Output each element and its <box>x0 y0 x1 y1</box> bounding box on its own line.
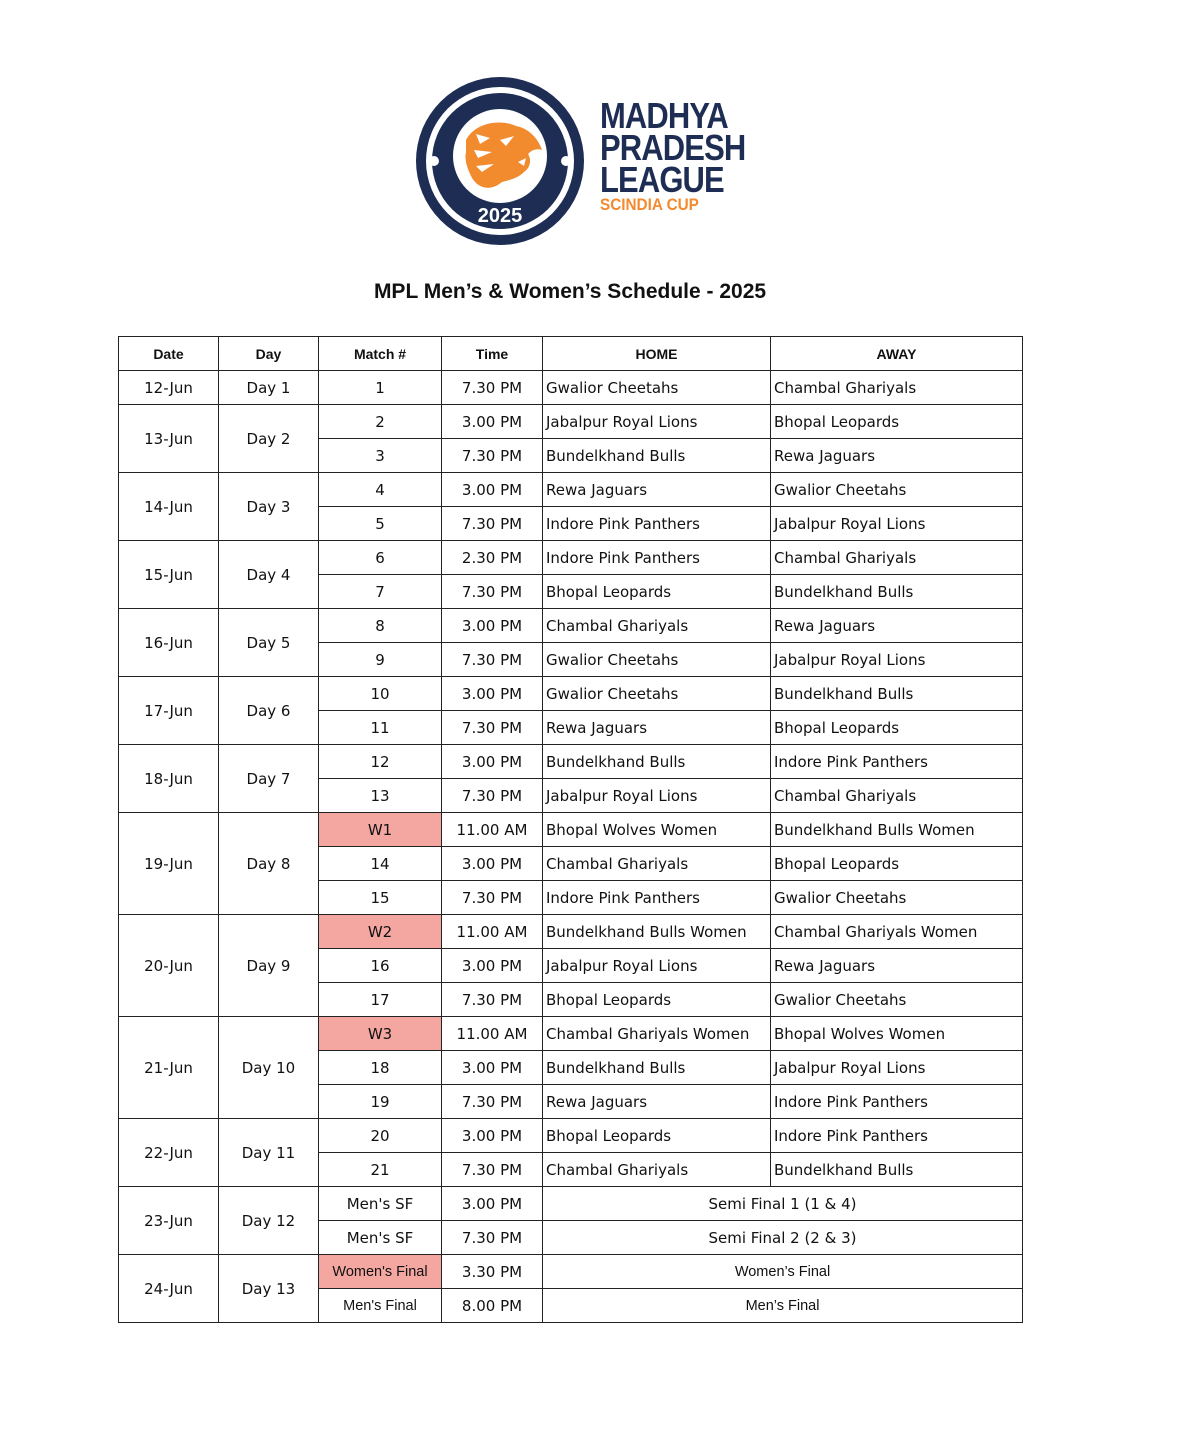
match-number-cell: 15 <box>319 881 442 915</box>
date-cell: 16-Jun <box>119 609 219 677</box>
time-cell: 11.00 AM <box>442 813 543 847</box>
match-number-cell: 21 <box>319 1153 442 1187</box>
fixture-cell: Men’s Final <box>543 1289 1023 1323</box>
page-title: MPL Men’s & Women’s Schedule - 2025 <box>373 280 767 303</box>
home-team-cell: Chambal Ghariyals <box>543 609 771 643</box>
day-cell: Day 10 <box>219 1017 319 1119</box>
away-team-cell: Bhopal Leopards <box>771 847 1023 881</box>
away-team-cell: Gwalior Cheetahs <box>771 983 1023 1017</box>
match-number-cell: 3 <box>319 439 442 473</box>
home-team-cell: Indore Pink Panthers <box>543 507 771 541</box>
table-row <box>119 813 1023 847</box>
time-cell: 7.30 PM <box>442 1221 543 1255</box>
day-cell: Day 6 <box>219 677 319 745</box>
time-cell: 7.30 PM <box>442 507 543 541</box>
header-away: AWAY <box>771 337 1023 371</box>
header-date: Date <box>119 337 219 371</box>
away-team-cell: Bhopal Leopards <box>771 405 1023 439</box>
day-cell: Day 8 <box>219 813 319 915</box>
home-team-cell: Chambal Ghariyals <box>543 1153 771 1187</box>
table-row <box>119 1017 1023 1051</box>
home-team-cell: Jabalpur Royal Lions <box>543 779 771 813</box>
match-number-cell: Women's Final <box>319 1255 442 1289</box>
day-cell: Day 1 <box>219 371 319 405</box>
home-team-cell: Rewa Jaguars <box>543 473 771 507</box>
time-cell: 7.30 PM <box>442 643 543 677</box>
time-cell: 3.00 PM <box>442 847 543 881</box>
day-cell: Day 13 <box>219 1255 319 1323</box>
away-team-cell: Jabalpur Royal Lions <box>771 1051 1023 1085</box>
time-cell: 11.00 AM <box>442 915 543 949</box>
match-number-cell: 13 <box>319 779 442 813</box>
match-number-cell: 5 <box>319 507 442 541</box>
home-team-cell: Bhopal Leopards <box>543 1119 771 1153</box>
match-number-cell: 8 <box>319 609 442 643</box>
match-number-cell: Men's Final <box>319 1289 442 1323</box>
home-team-cell: Rewa Jaguars <box>543 711 771 745</box>
fixture-cell: Semi Final 2 (2 & 3) <box>543 1221 1023 1255</box>
home-team-cell: Gwalior Cheetahs <box>543 677 771 711</box>
home-team-cell: Bundelkhand Bulls <box>543 745 771 779</box>
match-number-cell: 2 <box>319 405 442 439</box>
logo-year: 2025 <box>477 205 523 227</box>
time-cell: 3.00 PM <box>442 949 543 983</box>
date-cell: 17-Jun <box>119 677 219 745</box>
date-cell: 22-Jun <box>119 1119 219 1187</box>
date-cell: 15-Jun <box>119 541 219 609</box>
away-team-cell: Rewa Jaguars <box>771 609 1023 643</box>
match-number-cell: 6 <box>319 541 442 575</box>
date-cell: 20-Jun <box>119 915 219 1017</box>
away-team-cell: Bundelkhand Bulls <box>771 575 1023 609</box>
home-team-cell: Bundelkhand Bulls Women <box>543 915 771 949</box>
league-logo <box>414 76 746 246</box>
home-team-cell: Gwalior Cheetahs <box>543 371 771 405</box>
match-number-cell: 20 <box>319 1119 442 1153</box>
match-number-cell: W2 <box>319 915 442 949</box>
away-team-cell: Jabalpur Royal Lions <box>771 643 1023 677</box>
match-number-cell: 10 <box>319 677 442 711</box>
date-cell: 21-Jun <box>119 1017 219 1119</box>
away-team-cell: Bundelkhand Bulls <box>771 677 1023 711</box>
time-cell: 7.30 PM <box>442 881 543 915</box>
day-cell: Day 3 <box>219 473 319 541</box>
match-number-cell: W3 <box>319 1017 442 1051</box>
away-team-cell: Rewa Jaguars <box>771 949 1023 983</box>
match-number-cell: 14 <box>319 847 442 881</box>
time-cell: 3.00 PM <box>442 609 543 643</box>
match-number-cell: 17 <box>319 983 442 1017</box>
away-team-cell: Indore Pink Panthers <box>771 1119 1023 1153</box>
table-row <box>119 1187 1023 1221</box>
date-cell: 18-Jun <box>119 745 219 813</box>
match-number-cell: W1 <box>319 813 442 847</box>
table-row <box>119 915 1023 949</box>
match-number-cell: 7 <box>319 575 442 609</box>
time-cell: 7.30 PM <box>442 1085 543 1119</box>
time-cell: 7.30 PM <box>442 371 543 405</box>
table-row <box>119 541 1023 575</box>
date-cell: 14-Jun <box>119 473 219 541</box>
home-team-cell: Bhopal Leopards <box>543 983 771 1017</box>
away-team-cell: Chambal Ghariyals <box>771 371 1023 405</box>
time-cell: 3.30 PM <box>442 1255 543 1289</box>
header-match: Match # <box>319 337 442 371</box>
logo-subtitle: SCINDIA CUP <box>600 195 699 214</box>
day-cell: Day 7 <box>219 745 319 813</box>
away-team-cell: Indore Pink Panthers <box>771 745 1023 779</box>
time-cell: 3.00 PM <box>442 1051 543 1085</box>
away-team-cell: Bundelkhand Bulls <box>771 1153 1023 1187</box>
match-number-cell: Men's SF <box>319 1187 442 1221</box>
home-team-cell: Indore Pink Panthers <box>543 881 771 915</box>
away-team-cell: Bhopal Leopards <box>771 711 1023 745</box>
time-cell: 7.30 PM <box>442 983 543 1017</box>
match-number-cell: Men's SF <box>319 1221 442 1255</box>
match-number-cell: 18 <box>319 1051 442 1085</box>
match-number-cell: 4 <box>319 473 442 507</box>
date-cell: 19-Jun <box>119 813 219 915</box>
away-team-cell: Jabalpur Royal Lions <box>771 507 1023 541</box>
day-cell: Day 2 <box>219 405 319 473</box>
logo-line-2: PRADESH <box>600 127 746 168</box>
home-team-cell: Indore Pink Panthers <box>543 541 771 575</box>
table-row <box>119 1119 1023 1153</box>
header-home: HOME <box>543 337 771 371</box>
time-cell: 3.00 PM <box>442 1119 543 1153</box>
table-row <box>119 745 1023 779</box>
table-row <box>119 473 1023 507</box>
home-team-cell: Jabalpur Royal Lions <box>543 405 771 439</box>
match-number-cell: 19 <box>319 1085 442 1119</box>
home-team-cell: Bundelkhand Bulls <box>543 1051 771 1085</box>
match-number-cell: 11 <box>319 711 442 745</box>
time-cell: 7.30 PM <box>442 779 543 813</box>
day-cell: Day 5 <box>219 609 319 677</box>
date-cell: 24-Jun <box>119 1255 219 1323</box>
date-cell: 23-Jun <box>119 1187 219 1255</box>
match-number-cell: 12 <box>319 745 442 779</box>
day-cell: Day 12 <box>219 1187 319 1255</box>
table-row <box>119 1255 1023 1289</box>
home-team-cell: Bundelkhand Bulls <box>543 439 771 473</box>
day-cell: Day 9 <box>219 915 319 1017</box>
away-team-cell: Bundelkhand Bulls Women <box>771 813 1023 847</box>
away-team-cell: Indore Pink Panthers <box>771 1085 1023 1119</box>
date-cell: 13-Jun <box>119 405 219 473</box>
day-cell: Day 4 <box>219 541 319 609</box>
away-team-cell: Chambal Ghariyals Women <box>771 915 1023 949</box>
table-row <box>119 371 1023 405</box>
time-cell: 7.30 PM <box>442 439 543 473</box>
home-team-cell: Bhopal Leopards <box>543 575 771 609</box>
table-row <box>119 405 1023 439</box>
home-team-cell: Rewa Jaguars <box>543 1085 771 1119</box>
fixture-cell: Women’s Final <box>543 1255 1023 1289</box>
home-team-cell: Bhopal Wolves Women <box>543 813 771 847</box>
logo-wordmark <box>600 95 746 214</box>
header-day: Day <box>219 337 319 371</box>
time-cell: 3.00 PM <box>442 677 543 711</box>
match-number-cell: 16 <box>319 949 442 983</box>
time-cell: 7.30 PM <box>442 575 543 609</box>
time-cell: 3.00 PM <box>442 405 543 439</box>
logo-line-1: MADHYA <box>600 95 728 136</box>
away-team-cell: Chambal Ghariyals <box>771 779 1023 813</box>
header-row <box>119 337 1023 371</box>
time-cell: 11.00 AM <box>442 1017 543 1051</box>
time-cell: 7.30 PM <box>442 1153 543 1187</box>
match-number-cell: 9 <box>319 643 442 677</box>
table-row <box>119 677 1023 711</box>
header-time: Time <box>442 337 543 371</box>
logo-line-3: LEAGUE <box>600 159 724 200</box>
fixture-cell: Semi Final 1 (1 & 4) <box>543 1187 1023 1221</box>
time-cell: 8.00 PM <box>442 1289 543 1323</box>
away-team-cell: Chambal Ghariyals <box>771 541 1023 575</box>
time-cell: 7.30 PM <box>442 711 543 745</box>
match-number-cell: 1 <box>319 371 442 405</box>
home-team-cell: Jabalpur Royal Lions <box>543 949 771 983</box>
away-team-cell: Gwalior Cheetahs <box>771 473 1023 507</box>
time-cell: 3.00 PM <box>442 1187 543 1221</box>
time-cell: 3.00 PM <box>442 745 543 779</box>
home-team-cell: Chambal Ghariyals <box>543 847 771 881</box>
day-cell: Day 11 <box>219 1119 319 1187</box>
tiger-emblem <box>414 76 594 246</box>
away-team-cell: Gwalior Cheetahs <box>771 881 1023 915</box>
home-team-cell: Gwalior Cheetahs <box>543 643 771 677</box>
away-team-cell: Rewa Jaguars <box>771 439 1023 473</box>
time-cell: 2.30 PM <box>442 541 543 575</box>
schedule-table <box>118 336 1023 1323</box>
ball-right-icon <box>561 156 571 166</box>
time-cell: 3.00 PM <box>442 473 543 507</box>
ball-left-icon <box>429 156 439 166</box>
home-team-cell: Chambal Ghariyals Women <box>543 1017 771 1051</box>
date-cell: 12-Jun <box>119 371 219 405</box>
away-team-cell: Bhopal Wolves Women <box>771 1017 1023 1051</box>
table-row <box>119 609 1023 643</box>
